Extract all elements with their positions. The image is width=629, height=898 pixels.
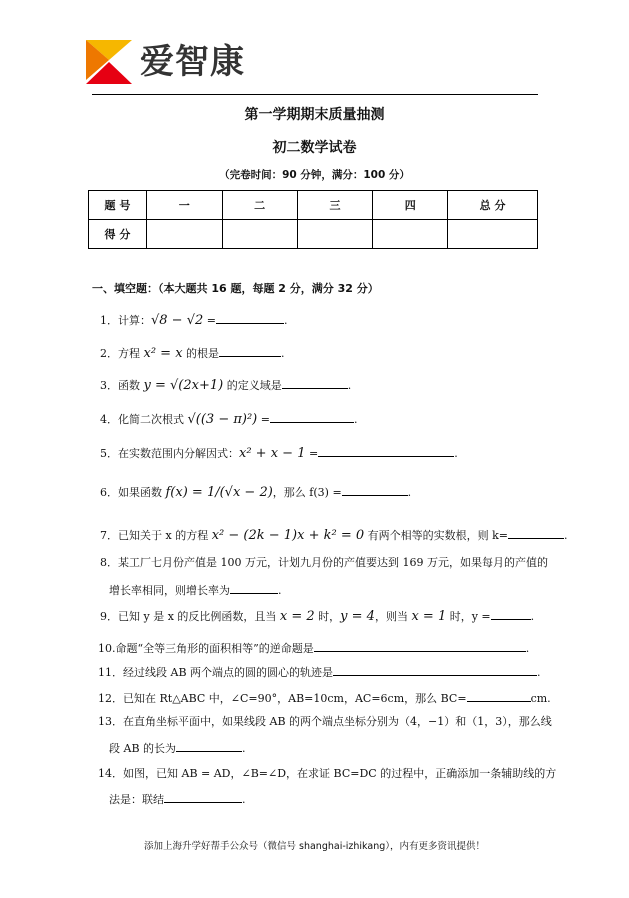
question-text: = xyxy=(203,314,216,327)
footer-note: 添加上海升学好帮手公众号（微信号 shanghai-izhikang），内有更多资讯提供！ xyxy=(143,841,486,852)
period: . xyxy=(284,314,288,327)
question-math: f(x) = 1/(√x − 2) xyxy=(165,485,273,500)
question-text: 方程 xyxy=(118,347,144,360)
period: . xyxy=(407,486,412,499)
question-text: ，则当 xyxy=(374,610,412,623)
period: . xyxy=(353,413,358,426)
table-row xyxy=(89,220,538,249)
question-text: 命题“全等三角形的面积相等”的逆命题是 xyxy=(115,642,314,655)
question-number: 11． xyxy=(98,666,123,679)
question-4 xyxy=(100,410,357,428)
exam-title: 第一学期期末质量抽测 xyxy=(244,107,385,123)
answer-blank[interactable] xyxy=(216,311,284,324)
answer-blank[interactable] xyxy=(342,483,408,496)
question-text: 已知关于 x 的方程 xyxy=(118,529,212,542)
question-text: 已知在 Rt△ABC 中，∠C=90°，AB=10cm，AC=6cm，那么 BC= xyxy=(123,692,467,705)
question-13 xyxy=(98,714,552,730)
answer-blank[interactable] xyxy=(467,689,531,702)
period: . xyxy=(525,642,530,655)
question-number: 3． xyxy=(100,379,118,392)
question-14 xyxy=(98,766,556,782)
score-cell[interactable] xyxy=(448,220,538,249)
score-cell[interactable] xyxy=(297,220,373,249)
answer-blank[interactable] xyxy=(333,663,537,676)
answer-blank[interactable] xyxy=(176,739,242,752)
question-8-line2 xyxy=(109,581,282,599)
question-number: 1． xyxy=(100,314,118,327)
period: . xyxy=(537,666,541,679)
header-cell: 四 xyxy=(373,191,448,220)
question-text: = xyxy=(257,413,270,426)
question-number: 12． xyxy=(98,692,123,705)
question-2 xyxy=(100,344,285,362)
header-cell: 总 分 xyxy=(448,191,538,220)
question-3 xyxy=(100,376,351,394)
question-5 xyxy=(100,444,458,462)
question-11 xyxy=(98,663,541,681)
question-text: 时，y = xyxy=(446,610,491,623)
period: . xyxy=(530,610,535,623)
question-text: 段 AB 的长为 xyxy=(109,742,177,755)
answer-blank[interactable] xyxy=(491,607,531,620)
question-text: 已知 y 是 x 的反比例函数，且当 xyxy=(118,610,280,623)
question-6 xyxy=(100,483,411,501)
question-text: 增长率相同，则增长率为 xyxy=(109,584,230,597)
question-text: 某工厂七月份产值是 100 万元，计划九月份的产值要达到 169 万元，如果每月的产值的 xyxy=(118,556,548,569)
question-math: x = 2 xyxy=(279,609,315,624)
period: . xyxy=(454,447,458,460)
question-14-line2 xyxy=(109,790,246,808)
question-math: x² = x xyxy=(143,346,183,361)
question-number: 7． xyxy=(100,529,118,542)
question-8 xyxy=(100,555,548,571)
brand-logo-icon xyxy=(86,40,132,84)
period: cm. xyxy=(530,692,551,705)
question-math: √8 − √2 xyxy=(151,313,204,328)
score-cell[interactable] xyxy=(222,220,297,249)
table-row xyxy=(89,191,538,220)
answer-blank[interactable] xyxy=(318,444,454,457)
question-text: 的根是 xyxy=(182,347,220,360)
question-7 xyxy=(100,526,568,544)
exam-info: （完卷时间：90 分钟，满分：100 分） xyxy=(219,169,410,181)
answer-blank[interactable] xyxy=(508,526,564,539)
question-text: 如果函数 xyxy=(118,486,166,499)
row-label: 得 分 xyxy=(89,220,147,249)
header-cell: 一 xyxy=(146,191,222,220)
period: . xyxy=(281,347,285,360)
question-10 xyxy=(98,639,529,657)
question-number: 4． xyxy=(100,413,118,426)
question-number: 2． xyxy=(100,347,118,360)
question-number: 13． xyxy=(98,715,123,728)
question-text: 有两个相等的实数根，则 k= xyxy=(364,529,509,542)
answer-blank[interactable] xyxy=(230,581,278,594)
question-text: 时， xyxy=(314,610,341,623)
answer-blank[interactable] xyxy=(219,344,281,357)
question-number: 9． xyxy=(100,610,118,623)
score-cell[interactable] xyxy=(373,220,448,249)
period: . xyxy=(242,793,246,806)
header-rule xyxy=(92,94,538,95)
question-math: √((3 − π)²) xyxy=(187,412,258,427)
question-number: 8． xyxy=(100,556,118,569)
question-number: 14． xyxy=(98,767,123,780)
question-math: x² + x − 1 xyxy=(239,446,306,461)
question-text: = xyxy=(305,447,319,460)
question-text: 经过线段 AB 两个端点的圆的圆心的轨迹是 xyxy=(123,666,334,679)
header-cell: 二 xyxy=(222,191,297,220)
answer-blank[interactable] xyxy=(282,376,348,389)
period: . xyxy=(347,379,352,392)
brand-name: 爱智康 xyxy=(140,42,245,82)
question-text: 化简二次根式 xyxy=(118,413,188,426)
question-text: ，那么 f(3) = xyxy=(272,486,342,499)
answer-blank[interactable] xyxy=(314,639,526,652)
question-text: 函数 xyxy=(118,379,144,392)
question-text: 如图，已知 AB = AD，∠B=∠D，在求证 BC=DC 的过程中，正确添加一条辅助线的方 xyxy=(123,767,557,780)
question-number: 10. xyxy=(98,642,116,655)
question-math: x² − (2k − 1)x + k² = 0 xyxy=(211,528,365,543)
score-cell[interactable] xyxy=(146,220,222,249)
question-math: y = √(2x+1) xyxy=(143,378,224,393)
answer-blank[interactable] xyxy=(164,790,242,803)
question-text: 法是：联结 xyxy=(109,793,164,806)
question-13-line2 xyxy=(109,739,246,757)
question-text: 计算： xyxy=(118,314,151,327)
question-text: 在直角坐标平面中，如果线段 AB 的两个端点坐标分别为（4，−1）和（1，3），那么线 xyxy=(123,715,552,728)
question-number: 5． xyxy=(100,447,118,460)
question-1 xyxy=(100,311,288,329)
period: . xyxy=(242,742,246,755)
question-text: 在实数范围内分解因式： xyxy=(118,447,239,460)
question-number: 6． xyxy=(100,486,118,499)
period: . xyxy=(278,584,282,597)
header-cell: 三 xyxy=(297,191,373,220)
header-cell: 题 号 xyxy=(89,191,147,220)
section-heading: 一、填空题：（本大题共 16 题，每题 2 分，满分 32 分） xyxy=(92,282,379,295)
exam-subtitle: 初二数学试卷 xyxy=(272,140,357,156)
question-text: 的定义域是 xyxy=(223,379,282,392)
answer-blank[interactable] xyxy=(270,410,354,423)
question-12 xyxy=(98,689,551,707)
period: . xyxy=(564,529,568,542)
question-math: x = 1 xyxy=(411,609,447,624)
score-table xyxy=(88,190,538,249)
question-math: y = 4 xyxy=(340,609,375,624)
question-9 xyxy=(100,607,534,625)
